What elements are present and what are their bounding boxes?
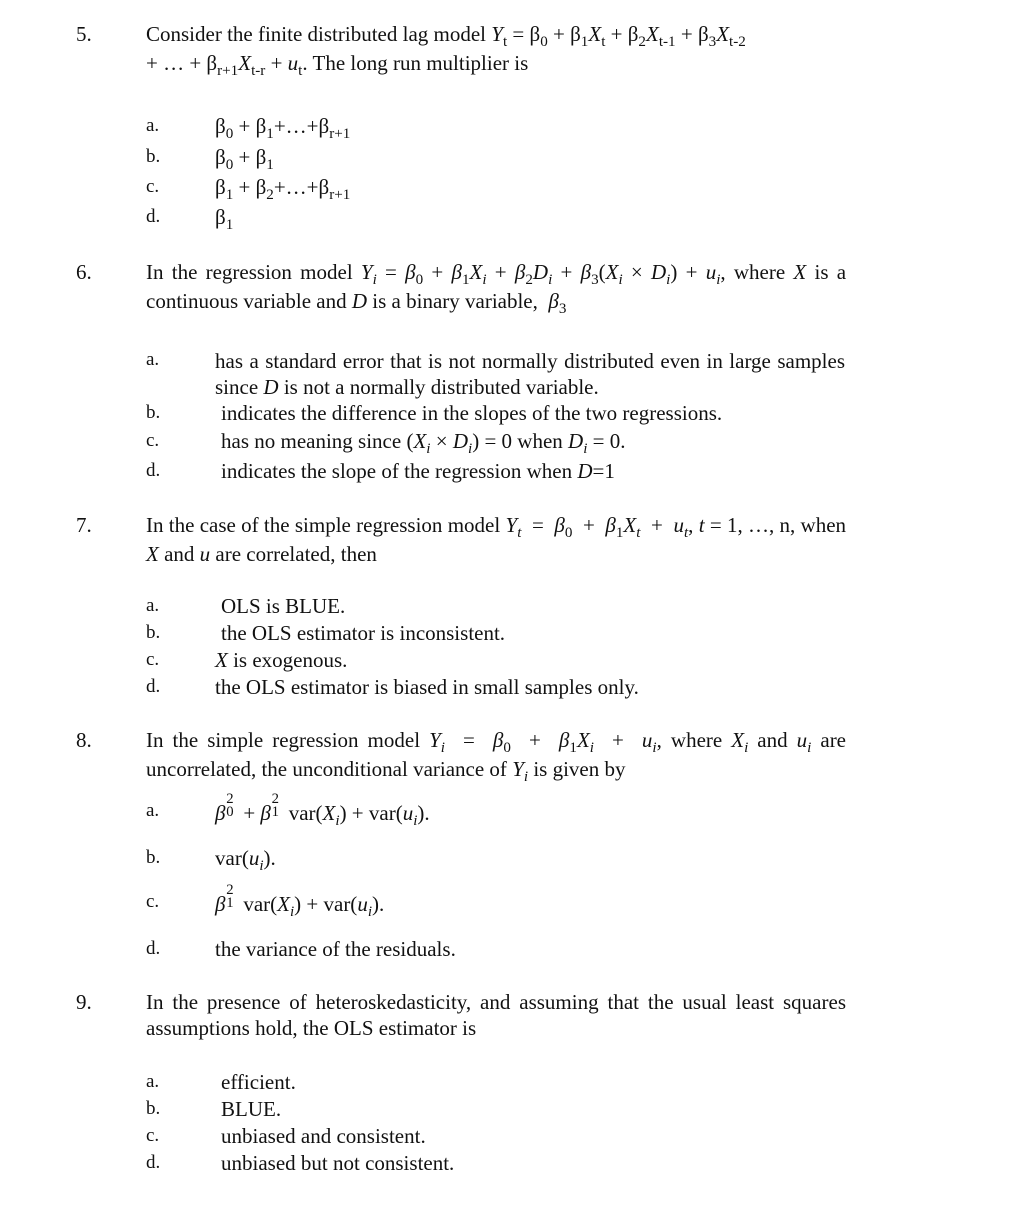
option-text: the variance of the residuals.	[215, 937, 456, 961]
option-text: OLS is BLUE.	[221, 594, 346, 618]
option-letter: b.	[146, 1098, 161, 1119]
option-text: X is exogenous.	[215, 648, 348, 672]
option-text: unbiased and consistent.	[221, 1124, 426, 1148]
question-stem: In the case of the simple regression model $Y_t = \beta_0 + \beta_1X_t + u_t$, t = 1, …, n, when X and u are correlated, then	[146, 513, 847, 567]
option-letter: a.	[146, 115, 160, 136]
option-letter: b.	[146, 402, 161, 423]
option-text: unbiased but not consistent.	[221, 1151, 455, 1175]
option-letter: a.	[146, 349, 160, 370]
stem-tail: The long run multiplier is	[307, 51, 529, 76]
option-text: has no meaning since $(X_i \times D_i) = 0$ when $D_i = 0$.	[221, 429, 626, 457]
option-letter: b.	[146, 847, 161, 868]
option-letter: c.	[146, 1125, 160, 1146]
stem-intro: Consider the finite distributed lag model	[146, 22, 492, 46]
stem-intro: In the simple regression model	[146, 728, 430, 752]
option-letter: b.	[146, 622, 161, 643]
stem-intro: In the presence of heteroskedasticity, and assuming that the usual least squares assumptions hold, the OLS estimator is	[146, 990, 846, 1040]
option-text: has a standard error that is not normally distributed even in large samples since D is not a normally distributed variable.	[215, 349, 845, 400]
option-text: the OLS estimator is biased in small samples only.	[215, 675, 639, 699]
option-text: BLUE.	[221, 1097, 282, 1121]
option-text: $\beta_1$ + $\beta_2+\dots+\beta_{r+1}$	[215, 175, 351, 203]
option-letter: d.	[146, 938, 161, 959]
lag-model-line2: + … + $\beta_{r+1}X_{t-r} + u_t$.	[146, 51, 308, 80]
option-text: indicates the difference in the slopes of the two regressions.	[221, 401, 723, 425]
option-letter: b.	[146, 146, 161, 167]
question-number: 7.	[76, 513, 92, 537]
regression-model: $Y_i = \beta_0 + \beta_1X_i + \beta_2D_i + \beta_3(X_i \times D_i) + u_i$	[360, 260, 721, 288]
lag-model-line1: $Y_t = \beta_0 + \beta_1X_t + \beta_2X_{t-1} + \beta_3X_{t-2}$	[491, 22, 746, 50]
option-letter: d.	[146, 676, 161, 697]
option-text: $var(u_i)$.	[215, 846, 276, 874]
option-text: $\beta_0$ + $\beta_1+\dots+\beta_{r+1}$	[215, 114, 351, 142]
option-text: efficient.	[221, 1070, 296, 1094]
option-letter: c.	[146, 649, 160, 670]
option-letter: a.	[146, 800, 160, 821]
option-letter: a.	[146, 1071, 160, 1092]
question-stem	[146, 22, 846, 81]
question-number: 9.	[76, 990, 92, 1014]
option-letter: d.	[146, 460, 161, 481]
option-letter: c.	[146, 176, 160, 197]
stem-intro: In the case of the simple regression model	[146, 513, 506, 537]
option-text: $\beta_1$	[215, 205, 234, 233]
option-text: $\beta_0 + \beta_1$	[215, 145, 274, 173]
option-text: β 2 0 + β 2 1 $var(X_i) + var(u_i)$.	[215, 790, 430, 829]
regression-model: $Y_t = \beta_0 + \beta_1X_t + u_t$	[505, 513, 689, 541]
option-letter: c.	[146, 891, 160, 912]
option-text: indicates the slope of the regression when D=1	[221, 459, 615, 483]
question-number: 8.	[76, 728, 92, 752]
question-stem: In the regression model $Y_i = \beta_0 + \beta_1X_i + \beta_2D_i + \beta_3(X_i \times D_i) + u_i$, where X is a continuous variable and D is a binary variable, $\beta_3$	[146, 260, 847, 318]
stem-intro: In the regression model	[146, 260, 361, 284]
question-number: 5.	[76, 22, 92, 46]
regression-model: $Y_i = \beta_0 + \beta_1X_i + u_i$	[429, 728, 657, 756]
option-text: β 2 1 $var(X_i) + var(u_i)$.	[215, 881, 385, 920]
option-letter: d.	[146, 206, 161, 227]
question-stem	[146, 990, 846, 1041]
question-stem: In the simple regression model $Y_i = \beta_0 + \beta_1X_i + u_i$, where $X_i$ and $u_i$ are uncorrelated, the unconditional variance of $Y_i$ is given by	[146, 728, 847, 786]
option-text: the OLS estimator is inconsistent.	[221, 621, 506, 645]
question-number: 6.	[76, 260, 92, 284]
option-letter: c.	[146, 430, 160, 451]
option-letter: d.	[146, 1152, 161, 1173]
option-letter: a.	[146, 595, 160, 616]
